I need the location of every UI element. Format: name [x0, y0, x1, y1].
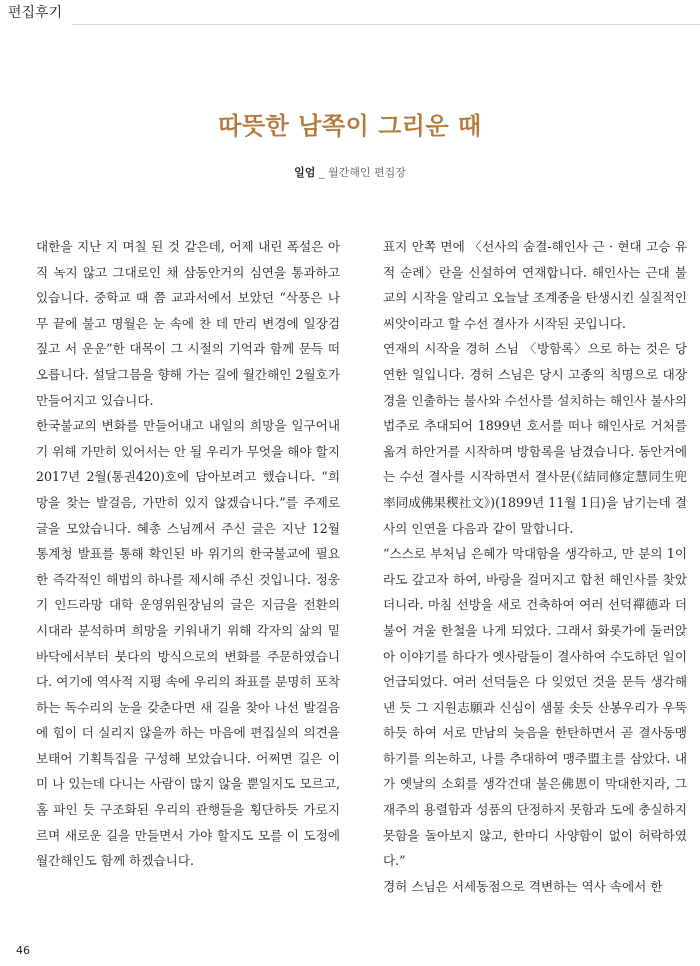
byline-role: 월간해인 편집장 [327, 166, 406, 179]
body-paragraph: 한국불교의 변화를 만들어내고 내일의 희망을 일구어내기 위해 가만히 있어서는 안 될 우리가 무엇을 해야 할지 2017년 2월(통권420)호에 담아보려고 했습니다. “희망을 찾는 발걸음, 가만히 있지 않겠습니다.”를 주제로 글을 모았습니다. 혜총 스님께서 주신 글은 지난 12월 통계청 발표를 통해 확인된 바 위기의 한국불교에 필요한 즉각적인 해법의 하나를 제시해 주신 것입니다. 정웅기 인드라망 대학 운영위원장님의 글은 지금을 전환의 시대라 분석하며 희망을 키워내기 위해 각자의 삶의 밑바닥에서부터 붓다의 방식으로의 변화를 주문하였습니다. 여기에 역사적 지평 속에 우리의 좌표를 분명히 포착하는 독수리의 눈을 갖춘다면 새 길을 찾아 나선 발걸음에 힘이 더 실리지 않을까 하는 마음에 편집실의 의견을 보태어 기획특집을 구성해 보았습니다. 어쩌면 길은 이미 나 있는데 다니는 사람이 많지 않을 뿐일지도 모르고, 홈 파인 듯 구조화된 우리의 관행들을 횡단하듯 가로지르며 새로운 길을 만들면서 가야 할지도 모를 이 도정에 월간해인도 함께 하겠습니다. [36, 418, 340, 869]
body-column-left [36, 234, 340, 874]
byline-author: 일엄 [294, 166, 316, 179]
body-paragraph: 표지 안쪽 면에 〈선사의 숨결-해인사 근 · 현대 고승 유적 순례〉란을 신설하여 연재합니다. 해인사는 근대 불교의 시작을 알리고 오늘날 조계종을 탄생시킨 실질적인 씨앗이라고 할 수선 결사가 시작된 곳입니다. [383, 239, 687, 331]
body-paragraph: 대한을 지난 지 며칠 된 것 같은데, 어제 내린 폭설은 아직 녹지 않고 그대로인 채 삼동안거의 심연을 통과하고 있습니다. 중학교 때 쯤 교과서에서 보았던 “삭풍은 나무 끝에 불고 명월은 눈 속에 찬 데 만리 변경에 일장검 짚고 서 운운”한 대목이 그 시절의 기억과 함께 문득 떠오릅니다. 설달그믐을 향해 가는 길에 월간해인 2월호가 만들어지고 있습니다. [36, 239, 340, 408]
body-column-right [383, 234, 687, 899]
page-number: 46 [16, 944, 30, 957]
byline-separator: _ [318, 166, 325, 179]
body-paragraph: 연재의 시작을 경허 스님 〈방함록〉으로 하는 것은 당연한 일입니다. 경허 스님은 당시 고종의 칙명으로 대장경을 인출하는 불사와 수선사를 설치하는 해인사 불사의 법주로 추대되어 1899년 호서를 떠나 해인사로 거처를 옮겨 하안거를 시작하며 방함록을 남겼습니다. 동안거에는 수선 결사를 시작하면서 결사문(《結同修定慧同生兜率同成佛果稧社文》)(1899년 11월 1日)을 남기는데 결사의 인연을 다음과 같이 말합니다. [383, 341, 687, 536]
article-title: 따뜻한 남쪽이 그리운 때 [218, 112, 482, 140]
body-paragraph: “스스로 부처님 은혜가 막대함을 생각하고, 만 분의 1이라도 갚고자 하여, 바랑을 걸머지고 합천 해인사를 찾았더니라. 마침 선방을 새로 건축하여 여러 선덕禪德과 더불어 겨울 한철을 나게 되었다. 그래서 화롯가에 둘러앉아 이야기를 하다가 옛사람들이 결사하여 수도하던 일이 언급되었다. 여러 선덕들은 다 잊었던 것을 문득 생각해 낸 듯 그 지원志願과 신심이 샘물 솟듯 산봉우리가 우뚝하듯 하여 서로 만남의 늦음을 한탄하면서 곧 결사동맹하기를 의논하고, 나를 추대하여 맹주盟主를 삼았다. 내가 옛날의 소회를 생각건대 불은佛恩이 막대한지라, 그 재주의 용렬함과 성품의 단정하지 못함과 도에 충실하지 못함을 돌아보지 않고, 한마디 사양함이 없이 허락하였다.” [383, 546, 687, 869]
article-byline [0, 164, 700, 180]
header-rule [8, 24, 700, 25]
section-label: 편집후기 [0, 0, 72, 26]
body-paragraph: 경허 스님은 서세동점으로 격변하는 역사 속에서 한 [383, 878, 663, 894]
